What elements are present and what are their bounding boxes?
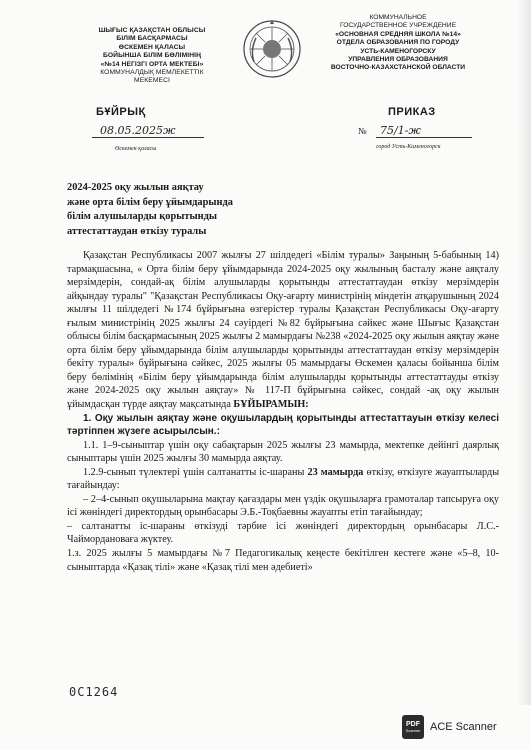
number-sign: №	[358, 126, 367, 136]
item-1-2	[67, 466, 499, 493]
pdf-icon-label: PDF	[406, 721, 420, 728]
number-underline	[376, 137, 472, 138]
order-body	[67, 249, 499, 574]
header-kz-line: МЕКЕМЕСІ	[134, 77, 170, 85]
order-subject	[67, 181, 307, 239]
state-emblem-icon	[242, 18, 302, 80]
scan-edge-shadow	[517, 0, 531, 705]
item-1-2-date: 23 мамырда	[307, 466, 364, 478]
item-1-2-text: 1.2.9-сынып түлектері үшін салтанатты іс-шараны	[83, 466, 305, 478]
pdf-icon-sublabel: Scanner	[405, 728, 421, 733]
order-title-kz: БҰЙРЫҚ	[96, 106, 146, 118]
header-kz-line: «№14 НЕГІЗГІ ОРТА МЕКТЕБІ»	[100, 60, 204, 68]
city-ru: город Усть-Каменогорск	[376, 144, 441, 150]
order-date-handwritten: 08.05.2025ж	[100, 124, 176, 137]
dash-item-1: – 2–4-сынып оқушыларына мақтау қағаздары мен үздік оқушыларға грамоталар тапсыруға оқу ісі жөніндегі директордың орынбасары Э.Б.-Тоқбаевны жауапты етіп тағайындау;	[67, 493, 499, 519]
header-kz-line: ШЫҒЫС ҚАЗАҚСТАН ОБЛЫСЫ	[98, 27, 206, 34]
item-1-2-text-end: өткізу, өткізуге жауаптыларды тағайындау:	[67, 466, 500, 492]
order-number	[358, 124, 478, 138]
header-ru-line: ВОСТОЧНО-КАЗАХСТАНСКОЙ ОБЛАСТИ	[330, 64, 466, 72]
item-1-1: 1.1. 1–9-сыныптар үшін оқу сабақтарын 2025 жылғы 23 мамырда, мектепке дейінгі даярлық сыныптары үшін 2025 жылғы 30 мамырда аяқтау.	[67, 439, 499, 465]
header-ru-line: «ОСНОВНАЯ СРЕДНЯЯ ШКОЛА №14»	[335, 30, 461, 38]
header-kazakh	[64, 27, 240, 86]
preamble-paragraph	[67, 249, 499, 412]
scanner-watermark	[402, 714, 497, 740]
subject-line: және орта білім беру ұйымдарында	[67, 196, 233, 208]
header-ru-line: ГОСУДАРСТВЕННОЕ УЧРЕЖДЕНИЕ	[339, 22, 457, 30]
header-ru-line: КОММУНАЛЬНОЕ	[369, 14, 427, 21]
order-title-ru: ПРИКАЗ	[388, 106, 436, 118]
preamble-text: Қазақстан Республикасы 2007 жылғы 27 шілдедегі «Білім туралы» Заңының 5-бабының 14) тармақшасына, « Орта білім беру ұйымдарында 2024-2025 оқу жылының басталу және аяқталу мерзімдерін, сондай-ақ білім алушыларды қорытынды аттестаттаудан өткізу мерзімдерін айқындау туралы" "Қазақстан Республикасы Оқу-ағарту министрінің міндетін атқарушының 2024 жылғы 11 шілдедегі №174 бұйрығына өзгерістер туралы Қазақстан Республикасы Оқу-ағарту ғылым министрінің 2025 жылғы 24 сәуірдегі №82 бұйрығына сәйкес және Шығыс Қазақстан облысы білім басқармасының 2025 жылғы 2 мамырдағы №238 «2024-2025 оқу жылын аяқтау және орта білім беру ұйымдарында білім алушыларды қорытынды аттестаттаудан өткізу мерзімдерін бекіту туралы» бұйрығына сәйкес, 2025 жылғы 05 мамырдағы Өскемен қаласы бойынша білім беру бөлімінің «Білім беру ұйымдарында білім алушыларды қорытынды аттестаттауды өткізу және 2024-2025 оқу жылын аяқтау» № 117-П бұйрығына сәйкес, сондай -ақ оқу жылын ұйымдасқан түрде аяқтау мақсатында	[67, 250, 499, 411]
order-word: БҰЙЫРАМЫН:	[233, 399, 309, 411]
subject-line: 2024-2025 оқу жылын аяқтау	[67, 182, 204, 193]
form-serial-number: 0C1264	[69, 685, 119, 699]
header-kz-line: БОЙЫНША БІЛІМ БӨЛІМІНІҢ	[102, 52, 202, 60]
watermark-text: ACE Scanner	[430, 721, 497, 733]
subject-line: білім алушыларды қорытынды	[67, 211, 217, 223]
header-ru-line: УСТЬ-КАМЕНОГОРСКУ	[360, 47, 436, 55]
header-ru-line: УПРАВЛЕНИЯ ОБРАЗОВАНИЯ	[348, 56, 448, 64]
section-heading-1: 1. Оқу жылын аяқтау және оқушылардың қорытынды аттестаттауын өткізу келесі тәртіппен жүзеге асырылсын.:	[67, 412, 499, 438]
header-kz-line: КОММУНАЛДЫҚ МЕМЛЕКЕТТІК	[100, 69, 204, 77]
order-date	[76, 124, 206, 138]
header-russian	[300, 14, 496, 73]
header-kz-line: БІЛІМ БАСҚАРМАСЫ	[116, 35, 188, 43]
header-ru-line: ОТДЕЛА ОБРАЗОВАНИЯ ПО ГОРОДУ	[336, 39, 460, 47]
date-underline	[92, 137, 204, 138]
pdf-scanner-icon	[402, 715, 424, 739]
subject-line: аттестаттаудан өткізу туралы	[67, 225, 207, 237]
header-kz-line: ӨСКЕМЕН ҚАЛАСЫ	[118, 43, 186, 51]
dash-item-2: – салтанатты іс-шараны өткізуді тәрбие ісі жөніндегі директордың орынбасары Л.С.-Чаймордановаға жүктеу.	[67, 520, 499, 546]
order-number-handwritten: 75/1-ж	[380, 124, 421, 137]
city-kz: Өскемен қаласы	[115, 146, 157, 152]
item-1-3: 1.з. 2025 жылғы 5 мамырдағы №7 Педагогикалық кеңесте бекітілген кестеге және «5–8, 10-сыныптарда «Қазақ тілі» және «Қазақ тілі мен әдебиеті»	[67, 548, 499, 573]
